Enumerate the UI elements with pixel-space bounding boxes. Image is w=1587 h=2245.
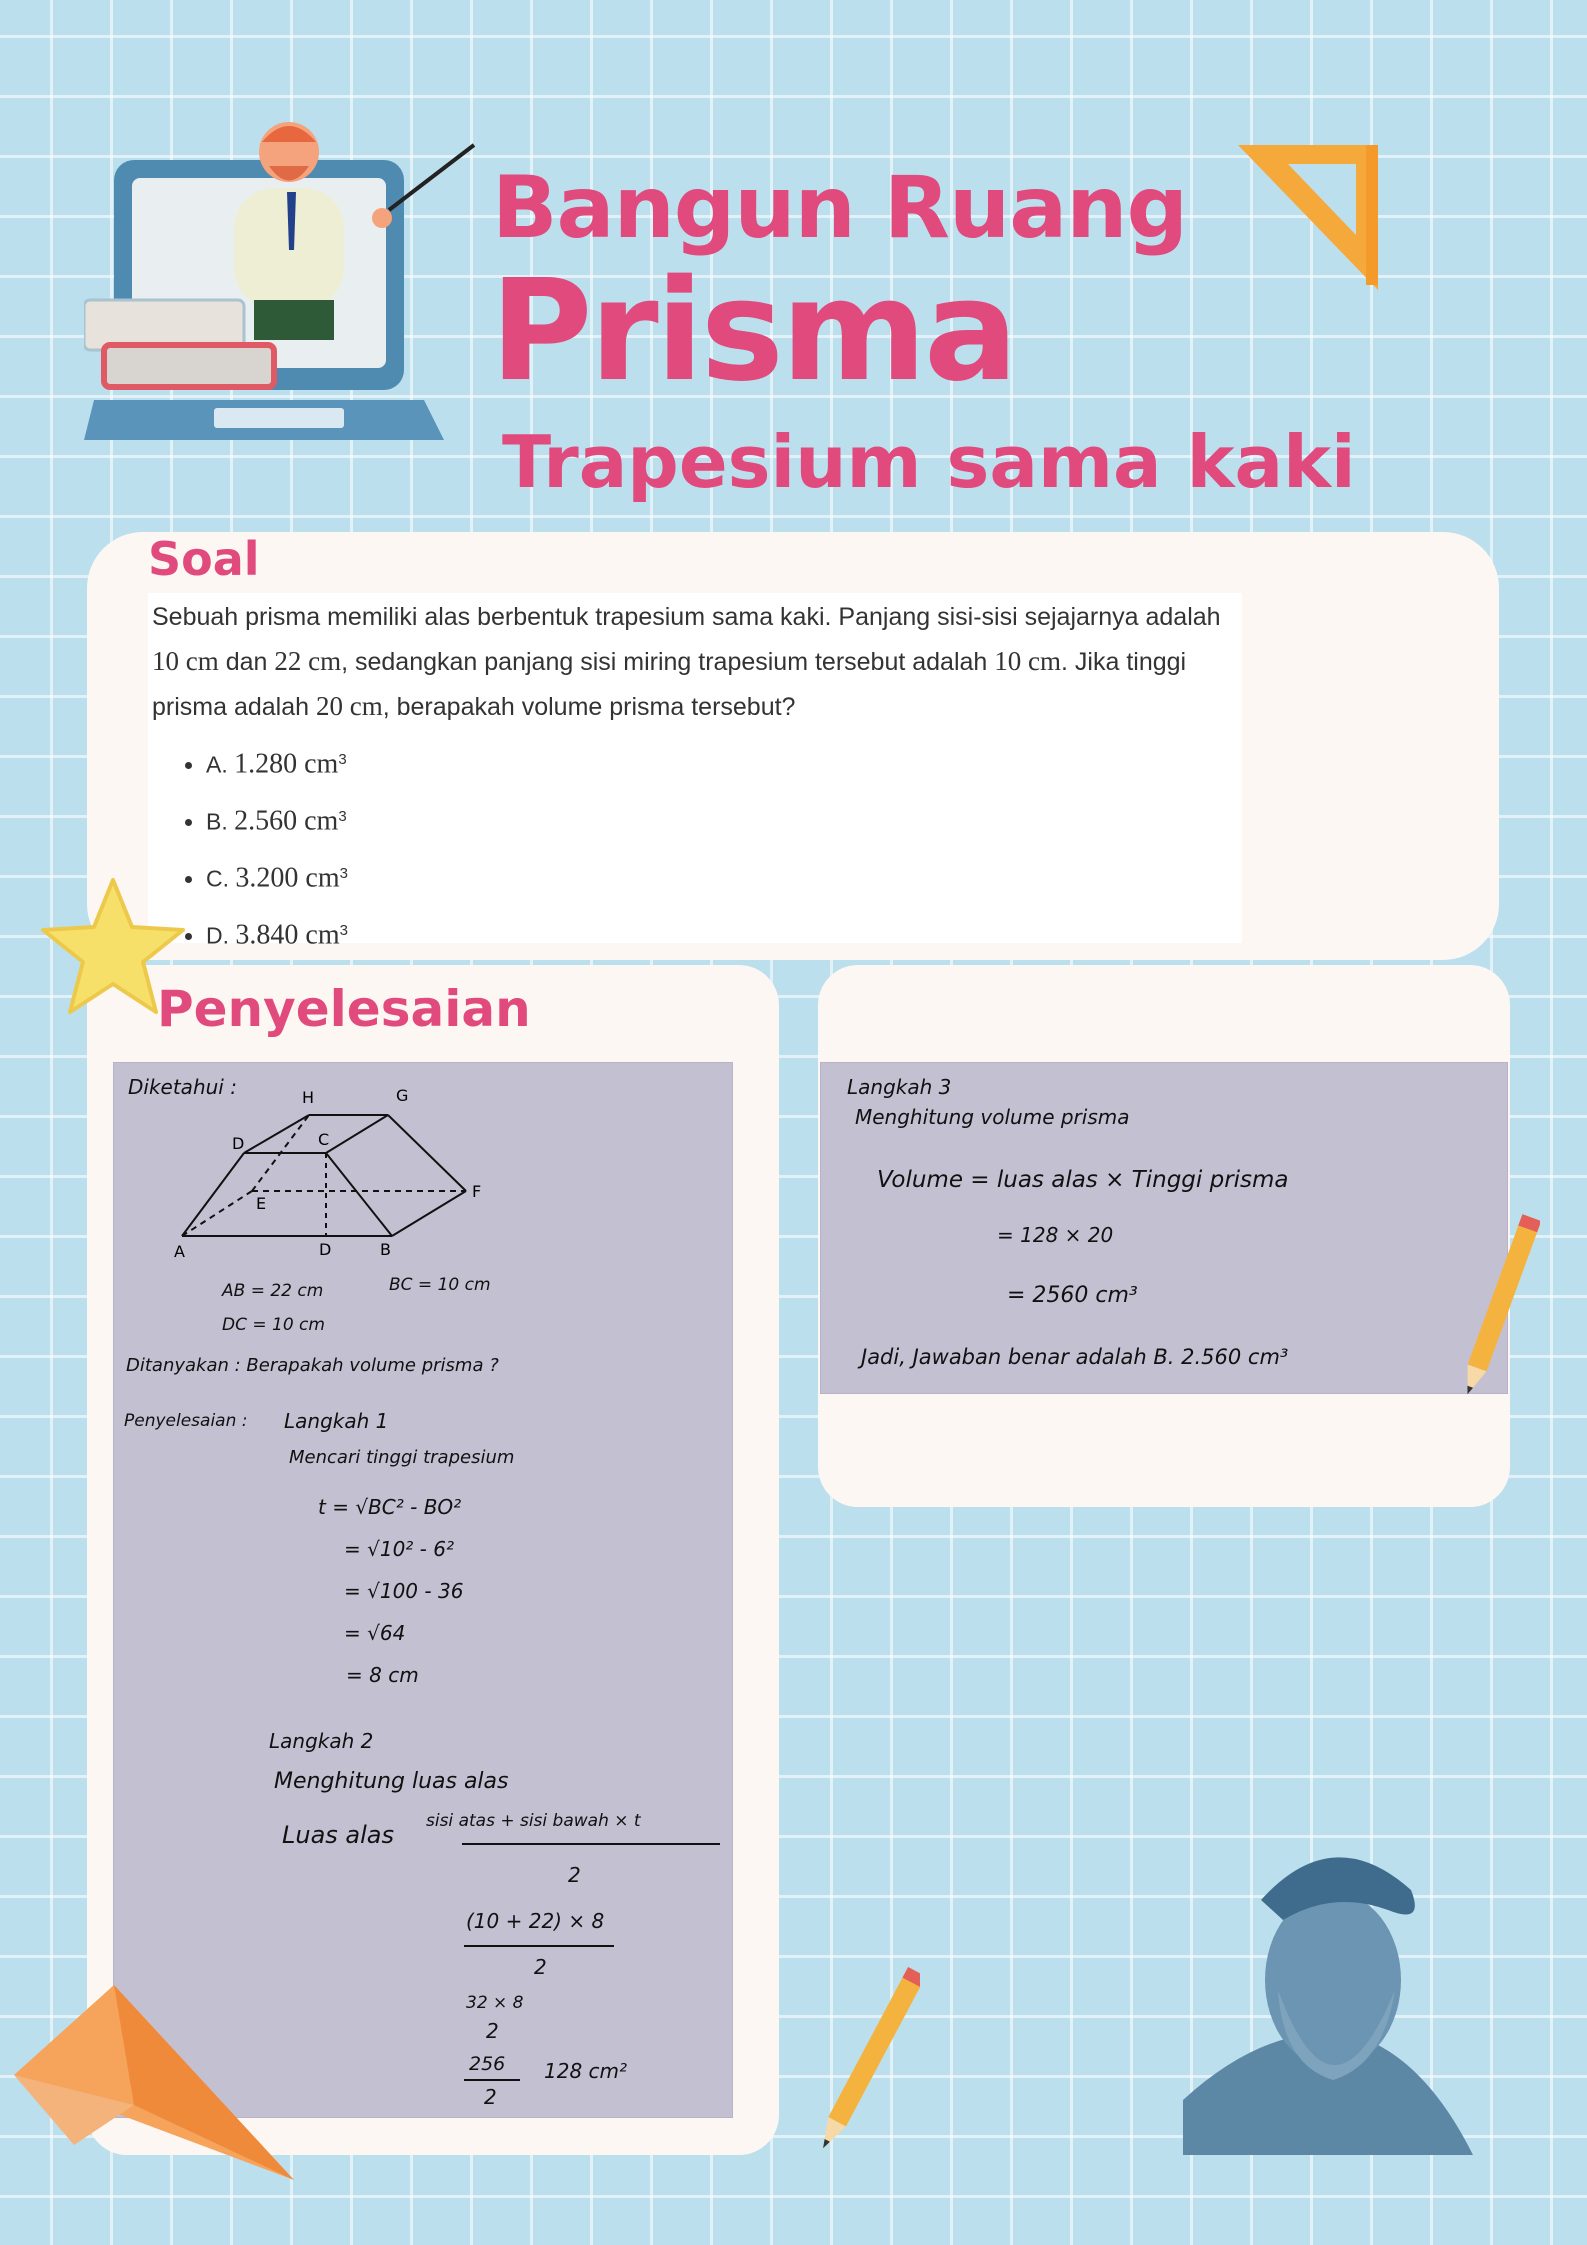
question-part: . Jika tinggi prisma adalah [152,648,1187,721]
langkah3-line2: = 128 × 20 [997,1223,1114,1247]
option-c [206,849,1238,906]
langkah1-sub: Mencari tinggi trapesium [289,1447,515,1468]
langkah1-line: = √100 - 36 [344,1579,464,1603]
title-prisma: Prisma [490,250,1016,413]
option-d [206,906,1238,963]
title-trapesium: Trapesium sama kaki [502,420,1356,504]
prism-diagram [174,1073,594,1273]
question-part: , berapakah volume prisma tersebut? [382,693,796,721]
given-ab: AB = 22 cm [222,1281,324,1301]
langkah3-conclusion: Jadi, Jawaban benar adalah B. 2.560 cm³ [861,1345,1289,1369]
option-exponent: 3 [339,865,348,882]
option-value: 3.840 cm [235,919,340,951]
langkah1-line: = 8 cm [346,1663,419,1687]
langkah1-line: = √10² - 6² [344,1537,454,1561]
vertex-label: E [256,1194,267,1213]
teacher-laptop-illustration [84,100,484,450]
soal-heading: Soal [148,532,260,586]
ditanya-text: Ditanyakan : Berapakah volume prisma ? [126,1355,499,1376]
paper-plane-icon [14,1985,304,2185]
scientist-portrait-image [1183,1830,1473,2155]
option-exponent: 3 [338,751,347,768]
option-letter: D. [206,922,229,949]
langkah1-line: t = √BC² - BO² [318,1495,462,1519]
question-part: , sedangkan panjang sisi miring trapesium tersebut adalah [341,648,995,676]
luas-label: Luas alas [282,1821,395,1849]
option-letter: B. [206,808,228,835]
given-bc: BC = 10 cm [389,1275,491,1295]
fraction-denominator: 2 [534,1955,547,1979]
vertex-label: A [174,1242,185,1261]
option-letter: A. [206,751,228,778]
option-exponent: 3 [339,922,348,939]
question-part: Sebuah prisma memiliki alas berbentuk trapesium sama kaki. Panjang sisi-sisi sejajarnya adalah [152,603,1221,631]
luas-result: 128 cm² [544,2059,628,2083]
luas-numerator: sisi atas + sisi bawah × t [426,1811,641,1831]
langkah2-title: Langkah 2 [269,1729,374,1753]
option-letter: C. [206,865,229,892]
option-value: 1.280 cm [234,748,339,780]
option-exponent: 3 [338,808,347,825]
penyelesaian-heading: Penyelesaian [157,980,531,1038]
luas-line: (10 + 22) × 8 [466,1909,605,1933]
langkah1-line: = √64 [344,1621,406,1645]
vertex-label: D [232,1134,245,1153]
vertex-label: B [380,1240,391,1259]
fraction-bar [462,1843,720,1845]
solution-photo-right [820,1062,1508,1394]
option-a [206,735,1238,792]
diketahui-label: Diketahui : [128,1075,237,1099]
penyelesaian-label: Penyelesaian : [124,1411,248,1431]
vertex-label: F [472,1182,482,1201]
question-math: 20 cm [315,691,383,721]
vertex-label: H [302,1088,315,1107]
fraction-bar [464,2079,520,2081]
pencil-icon [1460,1200,1540,1410]
options-list [152,735,1238,963]
vertex-label: D [319,1240,332,1259]
question-text [152,595,1238,729]
option-value: 3.200 cm [235,862,340,894]
luas-line: 32 × 8 [466,1993,524,2013]
given-dc: DC = 10 cm [222,1315,325,1335]
question-part: dan [218,648,275,676]
option-b [206,792,1238,849]
question-box [148,593,1242,951]
option-value: 2.560 cm [234,805,339,837]
langkah3-line3: = 2560 cm³ [1007,1283,1138,1308]
question-math: 10 cm [994,646,1062,676]
luas-line: 256 [469,2053,506,2075]
langkah3-sub: Menghitung volume prisma [855,1105,1130,1129]
set-square-ruler-icon [1238,140,1386,292]
langkah3-formula: Volume = luas alas × Tinggi prisma [877,1167,1289,1193]
question-math: 10 cm [152,646,219,676]
fraction-denominator: 2 [484,2085,497,2109]
fraction-denominator: 2 [568,1863,581,1887]
pencil-icon [820,1955,920,2165]
langkah2-sub: Menghitung luas alas [274,1769,509,1794]
vertex-label: G [396,1086,409,1105]
question-math: 22 cm [274,646,342,676]
fraction-bar [464,1945,614,1947]
title-bangun-ruang: Bangun Ruang [492,158,1188,258]
vertex-label: C [318,1130,330,1149]
solution-photo-left [113,1062,733,2118]
langkah3-title: Langkah 3 [847,1075,952,1099]
fraction-denominator: 2 [486,2019,499,2043]
langkah1-title: Langkah 1 [284,1409,389,1433]
